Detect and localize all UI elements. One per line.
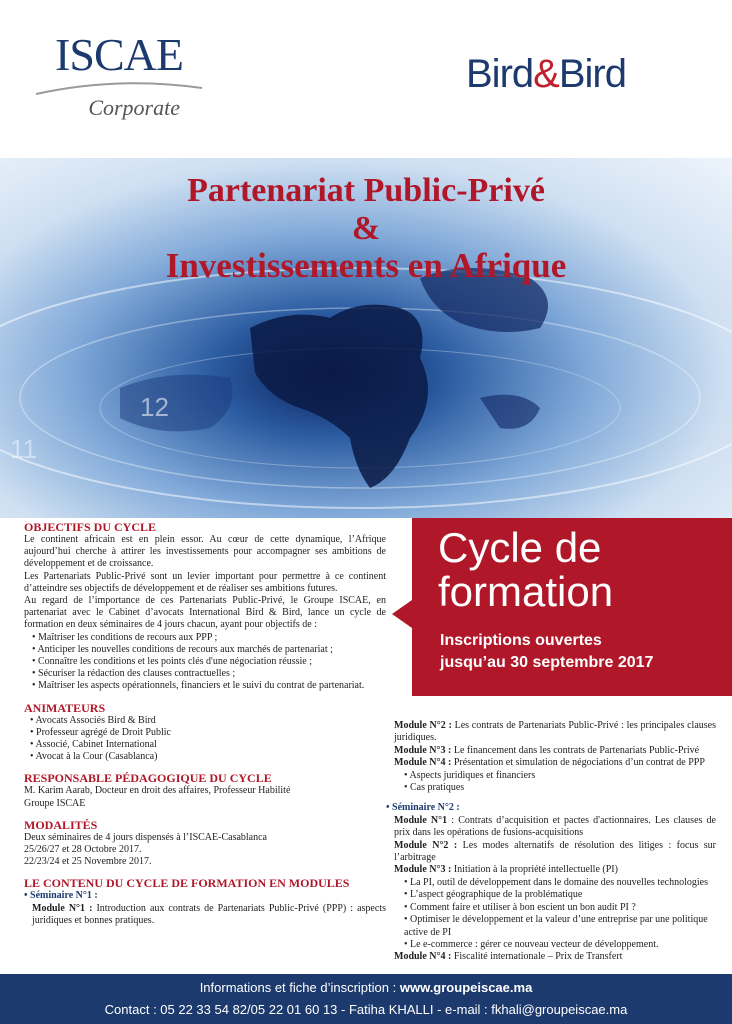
footer-info bbox=[0, 974, 732, 999]
module-label: Module N°1 : bbox=[32, 902, 93, 914]
modalites-heading: MODALITÉS bbox=[24, 817, 98, 832]
responsable-heading: RESPONSABLE PÉDAGOGIQUE DU CYCLE bbox=[24, 771, 272, 786]
module-item bbox=[386, 745, 716, 757]
hero-title-line1: Partenariat Public-Privé bbox=[187, 172, 545, 209]
callout-inscriptions-line2: jusqu’au 30 septembre 2017 bbox=[440, 654, 654, 671]
module-label: Module N°1 bbox=[394, 814, 448, 826]
module-text: Les contrats de Partenariats Public-Privé : les principales clauses juridiques. bbox=[394, 720, 716, 744]
objectif-item: • Connaître les conditions et les points clés d'une négociation réussie ; bbox=[32, 656, 312, 668]
module-item bbox=[24, 903, 386, 927]
footer-contact: Contact : 05 22 33 54 82/05 22 01 60 13 - Fatiha KHALLI - e-mail : fkhali@groupeiscae.ma bbox=[104, 1002, 628, 1017]
hero-number-12: 12 bbox=[140, 392, 169, 422]
module-text: Le financement dans les contrats de Partenariats Public-Privé bbox=[451, 744, 700, 756]
footer bbox=[0, 974, 732, 1024]
swoosh-icon bbox=[34, 80, 204, 96]
left-column bbox=[24, 520, 386, 927]
animateur-item: • Avocat à la Cour (Casablanca) bbox=[30, 751, 158, 763]
objectifs-paragraph-2: Les Partenariats Public-Privé sont un levier important pour permettre à ce continent d’atteindre ses objectifs de développement et de réaliser ses ambitions futures. bbox=[24, 570, 386, 594]
module-text: Fiscalité internationale – Prix de Transfert bbox=[451, 951, 623, 963]
modalites-line: 25/26/27 et 28 Octobre 2017. bbox=[24, 844, 142, 856]
module-label: Module N°4 : bbox=[394, 951, 452, 963]
module-subitem: • Cas pratiques bbox=[404, 782, 465, 794]
animateur-item: • Avocats Associés Bird & Bird bbox=[30, 714, 156, 726]
hero-title-ampersand: & bbox=[351, 210, 381, 247]
callout-arrow bbox=[392, 600, 412, 628]
iscae-logo-corporate: Corporate bbox=[88, 95, 180, 120]
header bbox=[0, 0, 732, 158]
hero-title-line3: Investissements en Afrique bbox=[165, 246, 567, 285]
module-subitem: • La PI, outil de développement dans le domaine des nouvelles technologies bbox=[404, 876, 708, 888]
footer-info-label: Informations et fiche d’inscription : bbox=[199, 980, 400, 995]
objectif-item: • Sécuriser la rédaction des clauses contractuelles ; bbox=[32, 668, 236, 680]
module-text: Les modes alternatifs de résolution des litiges : focus sur l’arbitrage bbox=[394, 839, 716, 864]
module-label: Module N°3 : bbox=[394, 744, 452, 756]
callout-title-line2: formation bbox=[438, 568, 614, 615]
module-text: Introduction aux contrats de Partenariats Public-Privé (PPP) : aspects juridiques et bonnes pratiques. bbox=[32, 902, 386, 926]
iscae-logo bbox=[34, 30, 204, 120]
objectif-item: • Maîtriser les conditions de recours aux PPP ; bbox=[32, 631, 218, 643]
footer-website-link[interactable]: www.groupeiscae.ma bbox=[399, 980, 533, 995]
objectif-item: • Maîtriser les aspects opérationnels, financiers et le suivi du contrat de partenariat. bbox=[32, 680, 365, 692]
callout-inscriptions bbox=[440, 630, 653, 674]
contenu-heading: LE CONTENU DU CYCLE DE FORMATION EN MODULES bbox=[24, 876, 350, 891]
module-label: Module N°3 : bbox=[394, 864, 452, 876]
animateur-item: • Associé, Cabinet International bbox=[30, 739, 157, 751]
module-text: Initiation à la propriété intellectuelle (PI) bbox=[451, 864, 618, 876]
bird-logo-right: Bird bbox=[558, 52, 626, 96]
bird-logo-amp: & bbox=[533, 52, 559, 96]
callout-title-line1: Cycle de bbox=[438, 524, 602, 571]
bird-logo-left: Bird bbox=[466, 52, 534, 96]
animateur-item: • Professeur agrégé de Droit Public bbox=[30, 726, 171, 738]
module-subitem: • Aspects juridiques et financiers bbox=[404, 769, 536, 781]
module-item bbox=[386, 757, 716, 769]
module-item bbox=[386, 864, 716, 876]
animateurs-heading: ANIMATEURS bbox=[24, 700, 106, 715]
modalites-line: Deux séminaires de 4 jours dispensés à l’ISCAE-Casablanca bbox=[24, 831, 267, 843]
modalites-line: 22/23/24 et 25 Novembre 2017. bbox=[24, 856, 152, 868]
hero-number-11: 11 bbox=[10, 434, 37, 464]
callout-title bbox=[438, 526, 613, 614]
objectif-item: • Anticiper les nouvelles conditions de recours aux marchés de partenariat ; bbox=[32, 643, 333, 655]
module-subitem: • Le e-commerce : gérer ce nouveau vecteur de développement. bbox=[404, 938, 659, 950]
objectifs-paragraph-3: Au regard de l’importance de ces Partenariats Public-Privé, le Groupe ISCAE, en partenariat avec le Cabinet d’avocats International Bird & Bird, lance un cycle de formation en deux séminaires de 4 jours chacun, ayant pour objectifs de : bbox=[24, 595, 386, 631]
module-label: Module N°2 : bbox=[394, 839, 458, 851]
module-subitem: • L’aspect géographique de la problématique bbox=[404, 889, 583, 901]
bird-and-bird-logo bbox=[466, 52, 626, 97]
module-subitem: • Optimiser le développement et la valeur d’une entreprise par une politique active de PI bbox=[404, 914, 708, 938]
module-item bbox=[386, 815, 716, 840]
seminaire-2-label: • Séminaire N°2 : bbox=[386, 802, 460, 814]
module-subitem: • Comment faire et utiliser à bon escient un bon audit PI ? bbox=[404, 901, 636, 913]
module-item bbox=[386, 951, 716, 963]
module-item bbox=[386, 720, 716, 745]
module-text: : Contrats d’acquisition et pactes d'actionnaires. Les clauses de prix dans les opérations de fusions-acquisitions bbox=[394, 814, 716, 839]
callout-inscriptions-line1: Inscriptions ouvertes bbox=[440, 632, 602, 649]
hero-banner bbox=[0, 158, 732, 518]
right-column bbox=[386, 720, 716, 964]
seminaire-1-label: • Séminaire N°1 : bbox=[24, 890, 98, 902]
objectifs-heading: OBJECTIFS DU CYCLE bbox=[24, 520, 157, 534]
module-item bbox=[386, 840, 716, 865]
module-label: Module N°4 : bbox=[394, 757, 452, 769]
responsable-line: M. Karim Aarab, Docteur en droit des affaires, Professeur Habilité bbox=[24, 785, 291, 797]
iscae-logo-word: ISCAE bbox=[55, 29, 183, 80]
module-text: Présentation et simulation de négociations d’un contrat de PPP bbox=[451, 757, 705, 769]
module-label: Module N°2 : bbox=[394, 720, 452, 731]
objectifs-paragraph-1: Le continent africain est en plein essor. Au cœur de cette dynamique, l’Afrique aujourd’hui cherche à attirer les investissements pour accompagner ses ambitions de développement et de croissance. bbox=[24, 534, 386, 570]
responsable-line: Groupe ISCAE bbox=[24, 797, 86, 809]
